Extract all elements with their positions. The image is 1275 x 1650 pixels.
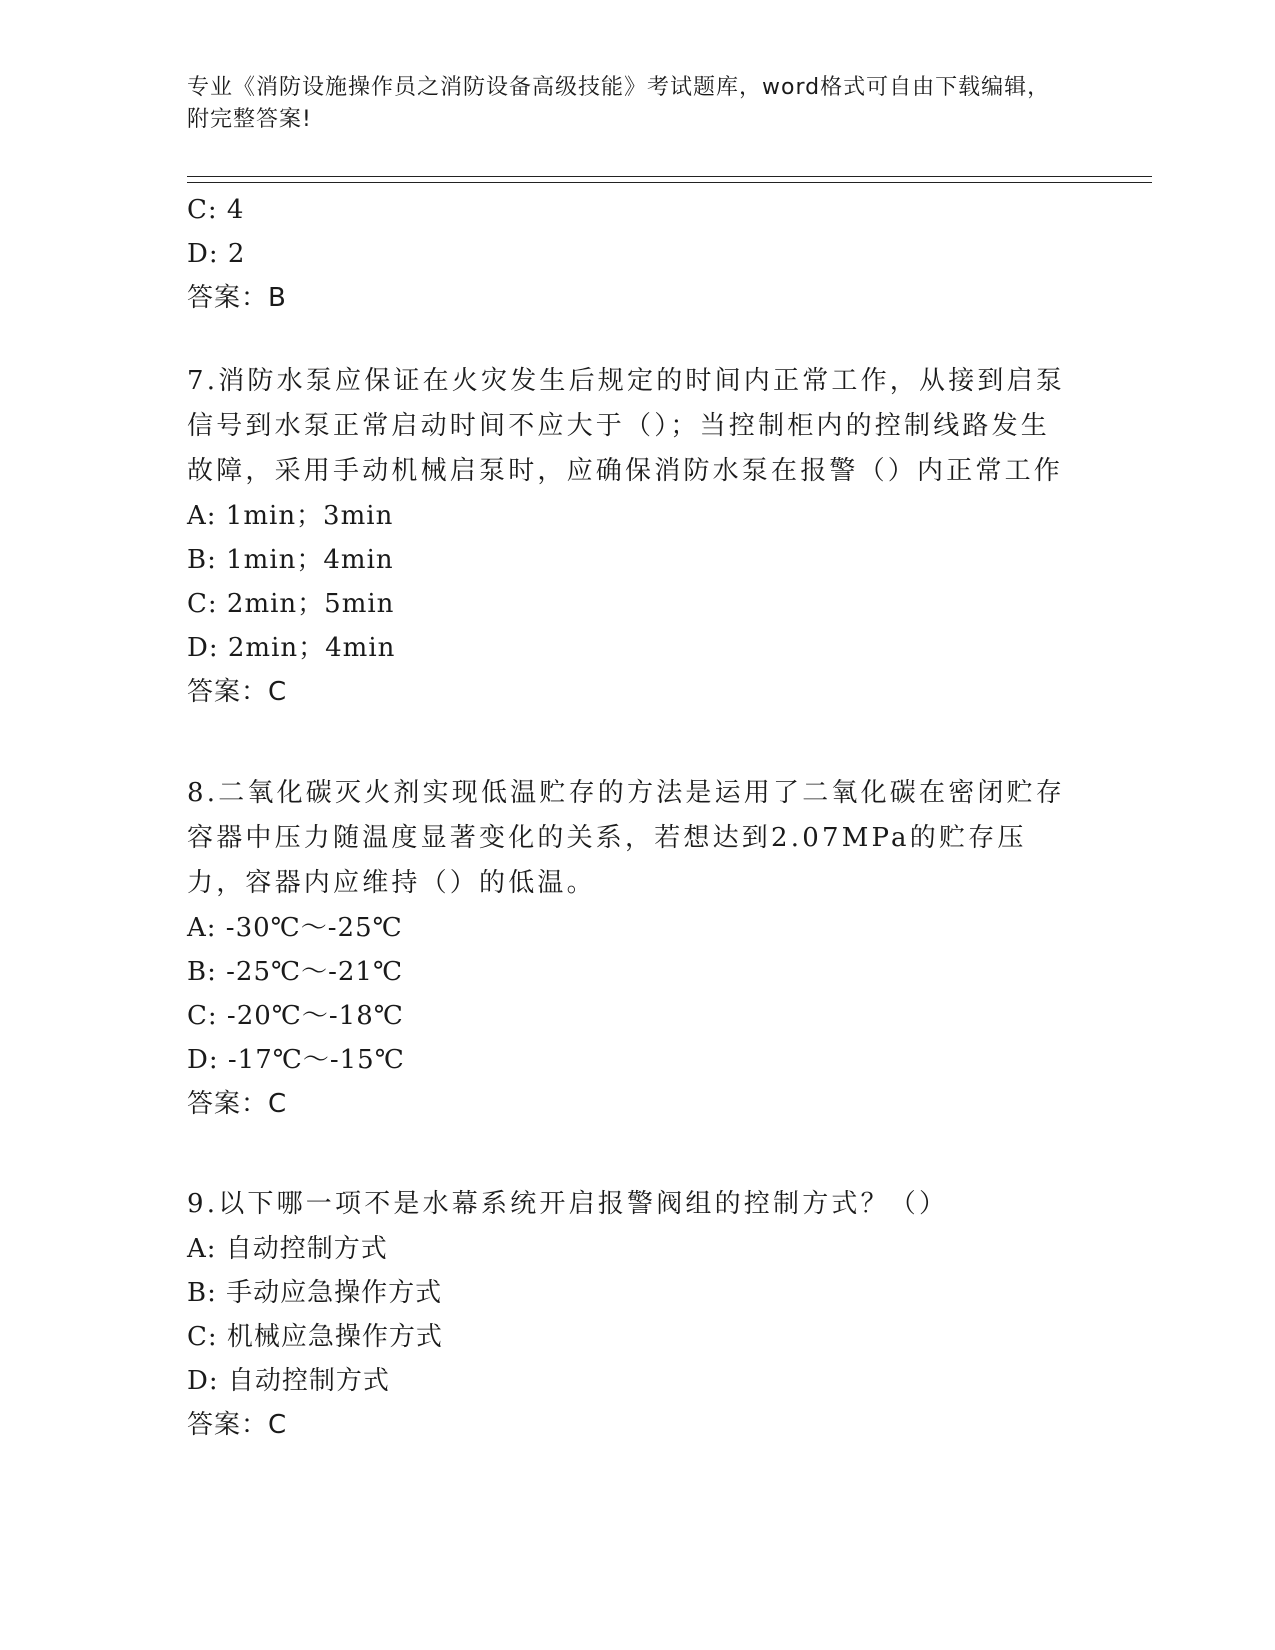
answer-line: 答案：B (187, 283, 287, 313)
option-c: C: -20℃～-18℃ (187, 1001, 404, 1031)
answer-line: 答案：C (187, 677, 288, 707)
option-d: D: 2min；4min (187, 633, 396, 663)
option-a: A: -30℃～-25℃ (187, 913, 403, 943)
question-text: 7.消防水泵应保证在火灾发生后规定的时间内正常工作，从接到启泵信号到水泵正常启动时间不应大于（）；当控制柜内的控制线路发生故障，采用手动机械启泵时，应确保消防水泵在报警（）内正常工作 (187, 366, 1066, 486)
question-9 (187, 1182, 1067, 1447)
option-d: D: -17℃～-15℃ (187, 1045, 405, 1075)
header-rule-bottom (187, 182, 1152, 183)
header-rule-top (187, 176, 1152, 177)
question-text: 8.二氧化碳灭火剂实现低温贮存的方法是运用了二氧化碳在密闭贮存容器中压力随温度显著变化的关系，若想达到2.07MPa的贮存压力，容器内应维持（）的低温。 (187, 778, 1066, 898)
question-text: 9.以下哪一项不是水幕系统开启报警阀组的控制方式？（） (187, 1189, 949, 1219)
answer-line: 答案：C (187, 1089, 288, 1119)
answer-line: 答案：C (187, 1410, 288, 1440)
option-b: B: -25℃～-21℃ (187, 957, 404, 987)
option-c: C: 2min；5min (187, 589, 395, 619)
option-b: B: 手动应急操作方式 (187, 1278, 443, 1308)
option-d: D: 自动控制方式 (187, 1366, 390, 1396)
option-a: A: 1min；3min (187, 501, 394, 531)
option-a: A: 自动控制方式 (187, 1234, 388, 1264)
document-header: 专业《消防设施操作员之消防设备高级技能》考试题库，word格式可自由下载编辑，附完整答案! (187, 75, 1051, 132)
question-8 (187, 771, 1067, 1126)
option-b: B: 1min；4min (187, 545, 394, 575)
option-c: C: 机械应急操作方式 (187, 1322, 443, 1352)
option-c: C: 4 (187, 195, 245, 225)
option-d: D: 2 (187, 239, 246, 269)
question-7 (187, 359, 1067, 714)
question-6-continuation (187, 188, 1067, 320)
